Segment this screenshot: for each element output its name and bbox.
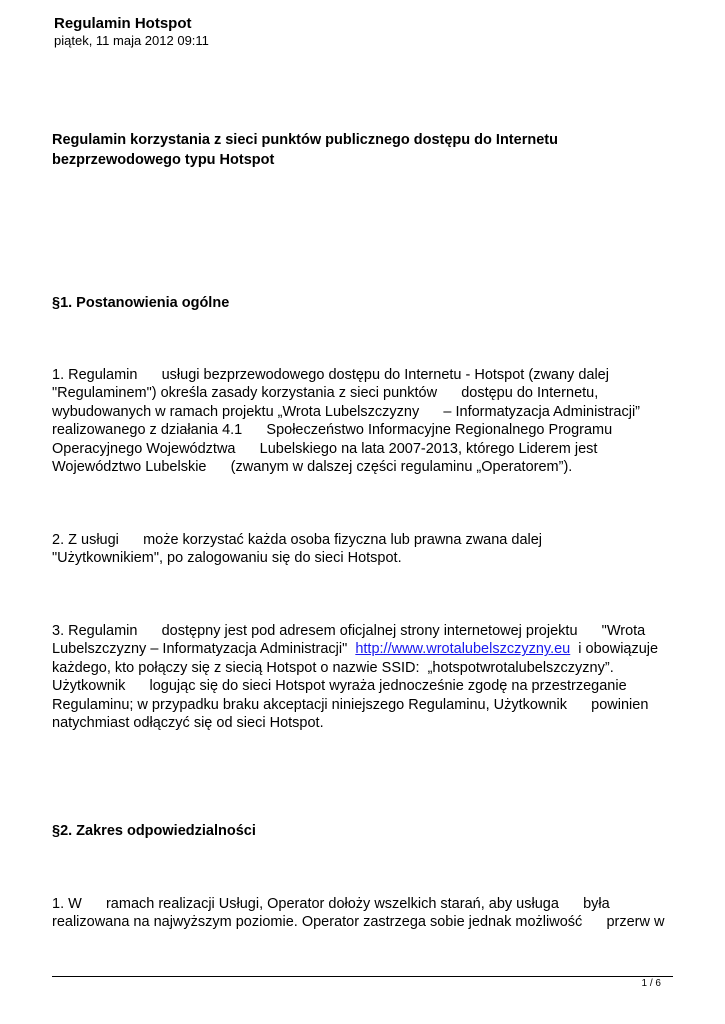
document-title <box>52 130 672 170</box>
paragraph-line: realizowanego z działania 4.1 Społeczeństwo Informacyjne Regionalnego Programu <box>52 422 613 439</box>
paragraph-line: realizowana na najwyższym poziomie. Operator zastrzega sobie jednak możliwość przerw w <box>52 914 665 931</box>
paragraph-text: Lubelszczyzny – Informatyzacja Administracji" <box>52 641 356 658</box>
paragraph-line <box>52 640 692 658</box>
paragraph-line: Województwo Lubelskie (zwanym w dalszej części regulaminu „Operatorem”). <box>52 459 573 476</box>
section1-paragraph-2 <box>52 531 692 568</box>
paragraph-line: natychmiast odłączyć się od sieci Hotspot. <box>52 715 324 732</box>
document-title-line: Regulamin korzystania z sieci punktów publicznego dostępu do Internetu <box>52 132 558 148</box>
paragraph-line: 2. Z usługi może korzystać każda osoba fizyczna lub prawna zwana dalej <box>52 532 543 548</box>
section1-paragraph-3 <box>52 622 692 732</box>
paragraph-line: Użytkownik logując się do sieci Hotspot wyraża jednocześnie zgodę na przestrzeganie <box>52 678 627 695</box>
paragraph-line: Operacyjnego Województwa Lubelskiego na lata 2007-2013, którego Liderem jest <box>52 440 598 457</box>
document-title-line: bezprzewodowego typu Hotspot <box>52 152 275 168</box>
page-number: 1 / 6 <box>641 978 661 989</box>
footer-divider <box>52 976 673 977</box>
section1-heading: §1. Postanowienia ogólne <box>52 295 230 311</box>
paragraph-line: wybudowanych w ramach projektu „Wrota Lubelszczyzny – Informatyzacja Administracji” <box>52 403 641 420</box>
page-header <box>54 15 209 49</box>
section2-heading: §2. Zakres odpowiedzialności <box>52 823 256 839</box>
paragraph-line: 1. W ramach realizacji Usługi, Operator dołoży wszelkich starań, aby usługa była <box>52 896 610 912</box>
section1-paragraph-1 <box>52 366 692 476</box>
paragraph-line: 3. Regulamin dostępny jest pod adresem oficjalnej strony internetowej projektu "Wrota <box>52 623 646 639</box>
paragraph-line: każdego, kto połączy się z siecią Hotspot o nazwie SSID: „hotspotwrotalubelszczyzny”. <box>52 659 614 676</box>
paragraph-line: "Regulaminem") określa zasady korzystania z sieci punktów dostępu do Internetu, <box>52 385 599 402</box>
paragraph-line: Regulaminu; w przypadku braku akceptacji niniejszego Regulaminu, Użytkownik powinien <box>52 696 649 713</box>
header-date: piątek, 11 maja 2012 09:11 <box>54 33 209 48</box>
header-title: Regulamin Hotspot <box>54 15 192 32</box>
paragraph-text: i obowiązuje <box>570 641 659 658</box>
project-website-link[interactable]: http://www.wrotalubelszczyzny.eu <box>355 641 571 658</box>
section2-paragraph-1 <box>52 895 692 932</box>
paragraph-line: 1. Regulamin usługi bezprzewodowego dostępu do Internetu - Hotspot (zwany dalej <box>52 367 609 383</box>
paragraph-line: "Użytkownikiem", po zalogowaniu się do sieci Hotspot. <box>52 550 402 567</box>
